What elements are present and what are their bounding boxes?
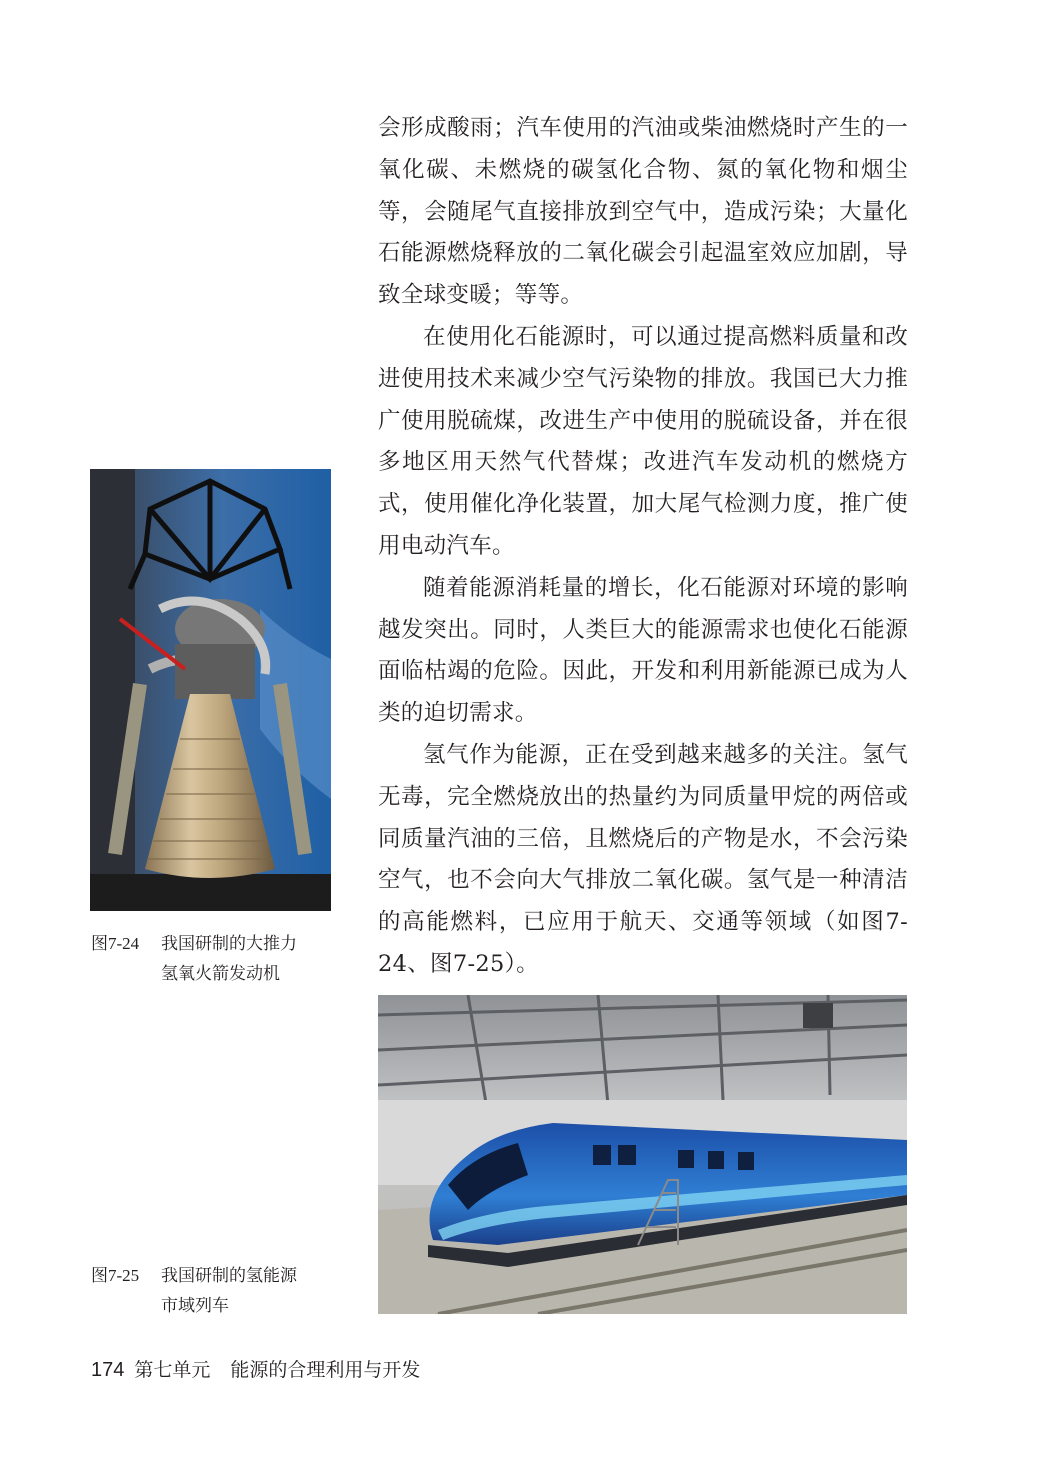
page-number: 174 [91, 1359, 125, 1381]
body-text [378, 108, 908, 986]
caption-text-line-2: 市域列车 [161, 1296, 229, 1316]
figure-7-24-caption [91, 929, 297, 989]
caption-text-line-1: 我国研制的氢能源 [161, 1266, 297, 1286]
paragraph-1: 会形成酸雨；汽车使用的汽油或柴油燃烧时产生的一氧化碳、未燃烧的碳氢化合物、氮的氧化物和烟尘等，会随尾气直接排放到空气中，造成污染；大量化石能源燃烧释放的二氧化碳会引起温室效应加剧，导致全球变暖；等等。 [378, 115, 908, 309]
rocket-engine-photo [90, 469, 331, 911]
paragraph-4: 氢气作为能源，正在受到越来越多的关注。氢气无毒，完全燃烧放出的热量约为同质量甲烷的两倍或同质量汽油的三倍，且燃烧后的产物是水，不会污染空气，也不会向大气排放二氧化碳。氢气是一种清洁的高能燃料，已应用于航天、交通等领域（如图7-24、图7-25）。 [378, 741, 908, 977]
figure-number: 图7-25 [91, 1266, 140, 1285]
unit-label: 第七单元 [134, 1359, 211, 1381]
caption-text-line-1: 我国研制的大推力 [161, 934, 297, 954]
page-footer [91, 1355, 420, 1382]
hydrogen-train-photo [378, 995, 907, 1314]
paragraph-2: 在使用化石能源时，可以通过提高燃料质量和改进使用技术来减少空气污染物的排放。我国已大力推广使用脱硫煤，改进生产中使用的脱硫设备，并在很多地区用天然气代替煤；改进汽车发动机的燃烧方式，使用催化净化装置，加大尾气检测力度，推广使用电动汽车。 [378, 323, 908, 559]
unit-title: 能源的合理利用与开发 [230, 1359, 421, 1381]
figure-7-25-caption [91, 1261, 297, 1321]
figure-number: 图7-24 [91, 934, 140, 953]
caption-text-line-2: 氢氧火箭发动机 [161, 964, 280, 984]
paragraph-3: 随着能源消耗量的增长，化石能源对环境的影响越发突出。同时，人类巨大的能源需求也使化石能源面临枯竭的危险。因此，开发和利用新能源已成为人类的迫切需求。 [378, 574, 908, 727]
